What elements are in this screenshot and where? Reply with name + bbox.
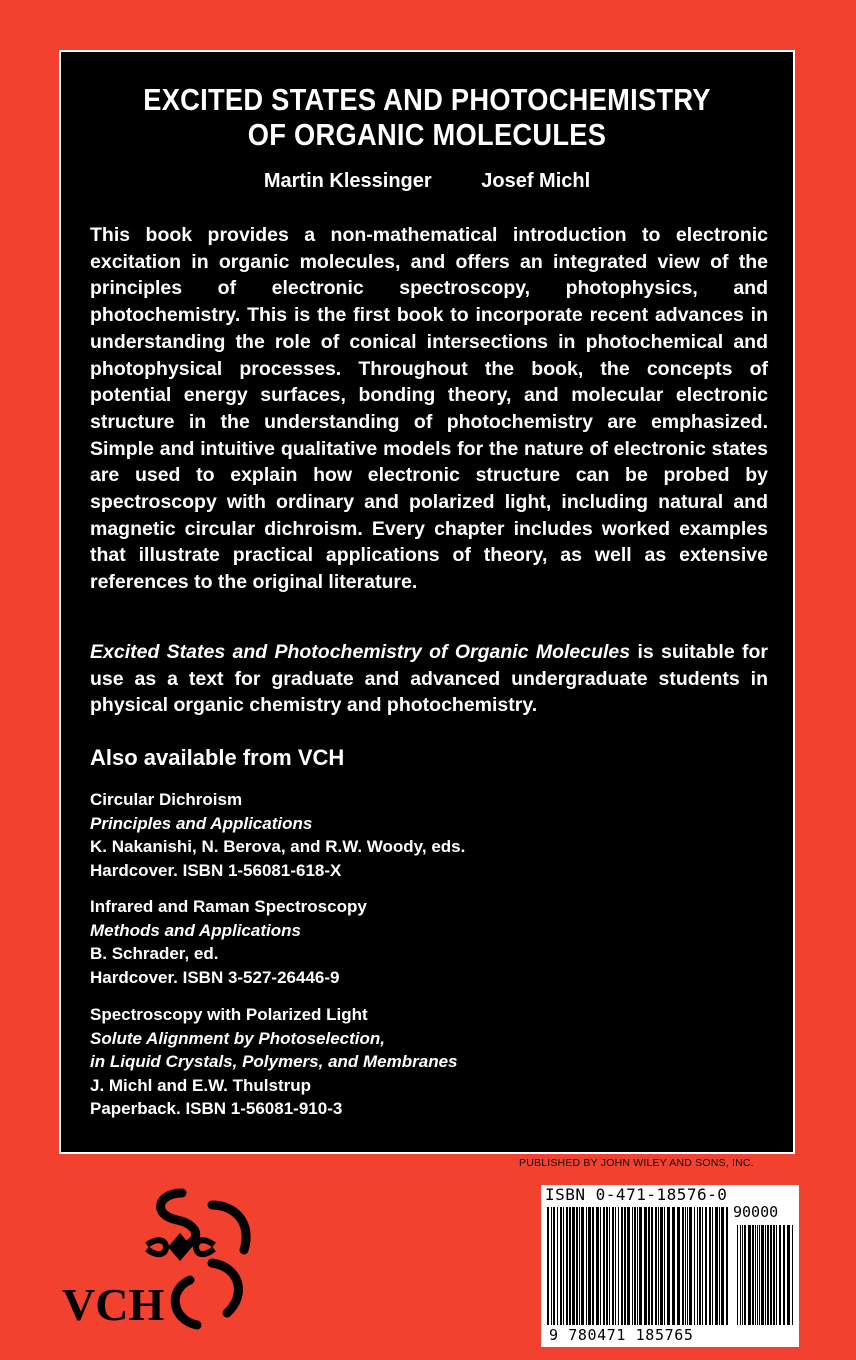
book-title-italic: Excited States and Photochemistry of Organic Molecules xyxy=(90,641,631,663)
barcode-bar xyxy=(579,1207,580,1325)
author-2: Josef Michl xyxy=(481,170,591,192)
book-subtitle: Solute Alignment by Photoselection, xyxy=(90,1028,386,1048)
barcode-bar xyxy=(689,1207,692,1325)
barcode-bar xyxy=(682,1207,684,1325)
barcode-bar xyxy=(712,1207,713,1325)
book-entry-2 xyxy=(90,895,770,989)
barcode-bar xyxy=(648,1207,650,1325)
barcode-bar xyxy=(715,1207,718,1325)
barcode-bar xyxy=(644,1207,647,1325)
book-authors: B. Schrader, ed. xyxy=(90,944,219,964)
barcode-bar xyxy=(705,1207,707,1325)
book-title xyxy=(105,82,749,152)
barcode-bar xyxy=(634,1207,636,1325)
also-available-heading: Also available from VCH xyxy=(90,745,345,770)
barcode-bar xyxy=(677,1207,680,1325)
author-1: Martin Klessinger xyxy=(263,170,432,192)
suitability-paragraph xyxy=(90,639,768,719)
price-code: 90000 xyxy=(733,1203,779,1221)
barcode-bar xyxy=(744,1225,746,1325)
book-entry-3 xyxy=(90,1003,770,1121)
title-line-1: EXCITED STATES AND PHOTOCHEMISTRY xyxy=(143,82,711,117)
barcode-bar xyxy=(709,1207,711,1325)
description: This book provides a non-mathematical introduction to electronic excitation in organic molecules, and offers an integrated view of the principles of electronic spectroscopy, photophysics, and photochemistry. This is the first book to incorporate recent advances in understanding the role of conical intersections in photochemical and photophysical processes. Throughout the book, the concepts of potential energy surfaces, bonding theory, and molecular electronic structure in the understanding of photochemistry are emphasized. Simple and intuitive qualitative models for the nature of electronic states are used to explain how electronic structure can be probed by spectroscopy with ordinary and polarized light, including natural and magnetic circular dichroism. Every chapter includes worked examples that illustrate practical applications of theory, as well as extensive references to the original literature. xyxy=(90,224,768,594)
title-line-2: OF ORGANIC MOLECULES xyxy=(247,117,607,152)
barcode-bar xyxy=(586,1207,587,1325)
barcode-bar xyxy=(672,1207,675,1325)
barcode-bar xyxy=(737,1225,738,1325)
barcode-bar xyxy=(694,1207,695,1325)
barcode-bar xyxy=(603,1207,605,1325)
barcode-bar xyxy=(606,1207,608,1325)
barcode-bar xyxy=(655,1207,657,1325)
barcode-bar xyxy=(627,1207,630,1325)
barcode-bar xyxy=(755,1225,756,1325)
barcode-bar xyxy=(726,1207,728,1325)
barcode-bar xyxy=(621,1207,623,1325)
book-subtitle: Principles and Applications xyxy=(90,813,313,833)
publisher-note: PUBLISHED BY JOHN WILEY AND SONS, INC. xyxy=(519,1157,754,1169)
book-format: Hardcover. ISBN 3-527-26446-9 xyxy=(90,967,340,987)
ean-number: 9 780471 185765 xyxy=(549,1326,694,1344)
barcode-bar xyxy=(702,1207,703,1325)
barcode-bar xyxy=(609,1207,610,1325)
barcode-bar xyxy=(557,1207,558,1325)
suitability-text: is suitable for use as a text for graduate and advanced undergraduate students in physical organic chemistry and photochemistry. xyxy=(90,641,768,717)
barcode-bar xyxy=(757,1225,758,1325)
vch-logo-icon xyxy=(62,1185,262,1335)
barcode-bar xyxy=(569,1207,571,1325)
barcode-bar xyxy=(596,1207,599,1325)
barcode-bar xyxy=(576,1207,578,1325)
barcode-bar xyxy=(759,1225,760,1325)
barcode-bar xyxy=(600,1207,601,1325)
barcode-bar xyxy=(667,1207,670,1325)
book-format: Hardcover. ISBN 1-56081-618-X xyxy=(90,860,342,880)
barcode-bar xyxy=(770,1225,772,1325)
barcode-bar xyxy=(742,1225,743,1325)
barcode-bar xyxy=(773,1225,775,1325)
barcode-bar xyxy=(792,1225,793,1325)
barcode-bar xyxy=(553,1207,555,1325)
barcode-bar xyxy=(752,1225,754,1325)
barcode-bar xyxy=(687,1207,688,1325)
book-format: Paperback. ISBN 1-56081-910-3 xyxy=(90,1099,343,1119)
book-subtitle: Methods and Applications xyxy=(90,920,301,940)
barcode-bar xyxy=(748,1225,751,1325)
book-authors: K. Nakanishi, N. Berova, and R.W. Woody, eds. xyxy=(90,837,466,857)
barcode-bar xyxy=(592,1207,594,1325)
barcode-bar xyxy=(563,1207,564,1325)
barcode-bar xyxy=(551,1207,552,1325)
book-authors: J. Michl and E.W. Thulstrup xyxy=(90,1075,312,1095)
barcode-bar xyxy=(560,1207,562,1325)
authors xyxy=(61,170,793,193)
book-title: Circular Dichroism xyxy=(90,790,243,809)
book-entry-1 xyxy=(90,788,770,882)
barcode-bar xyxy=(685,1207,686,1325)
barcode-bar xyxy=(658,1207,659,1325)
barcode-bar xyxy=(618,1207,619,1325)
logo-text: VCH xyxy=(62,1279,165,1330)
barcode-bar xyxy=(660,1207,663,1325)
barcode-bar xyxy=(664,1207,665,1325)
barcode-bar xyxy=(721,1207,724,1325)
barcode-bar xyxy=(779,1225,781,1325)
barcode-bar xyxy=(637,1207,638,1325)
barcode-bar xyxy=(783,1225,785,1325)
barcode-bar xyxy=(612,1207,614,1325)
barcode-bar xyxy=(740,1225,741,1325)
barcode-bar xyxy=(632,1207,633,1325)
isbn-label: ISBN 0-471-18576-0 xyxy=(545,1185,728,1204)
barcode-bar xyxy=(581,1207,584,1325)
barcode-bar xyxy=(615,1207,616,1325)
barcode-bar xyxy=(767,1225,769,1325)
barcode-bar xyxy=(547,1207,549,1325)
barcode-bar xyxy=(765,1225,766,1325)
barcode-bar xyxy=(639,1207,642,1325)
barcode-bar xyxy=(719,1207,720,1325)
barcode-bar xyxy=(787,1225,790,1325)
back-cover-panel xyxy=(59,50,795,1154)
barcode-bar xyxy=(761,1225,764,1325)
book-subtitle: in Liquid Crystals, Polymers, and Membranes xyxy=(90,1052,458,1072)
barcode-bar xyxy=(566,1207,568,1325)
book-title: Infrared and Raman Spectroscopy xyxy=(90,897,367,916)
barcode-bar xyxy=(588,1207,591,1325)
barcode-bar xyxy=(624,1207,626,1325)
book-title: Spectroscopy with Polarized Light xyxy=(90,1005,368,1024)
barcode-bar xyxy=(776,1225,777,1325)
barcode-bar xyxy=(572,1207,575,1325)
barcode-bar xyxy=(651,1207,653,1325)
barcode-bar xyxy=(699,1207,701,1325)
barcode-bar xyxy=(697,1207,698,1325)
